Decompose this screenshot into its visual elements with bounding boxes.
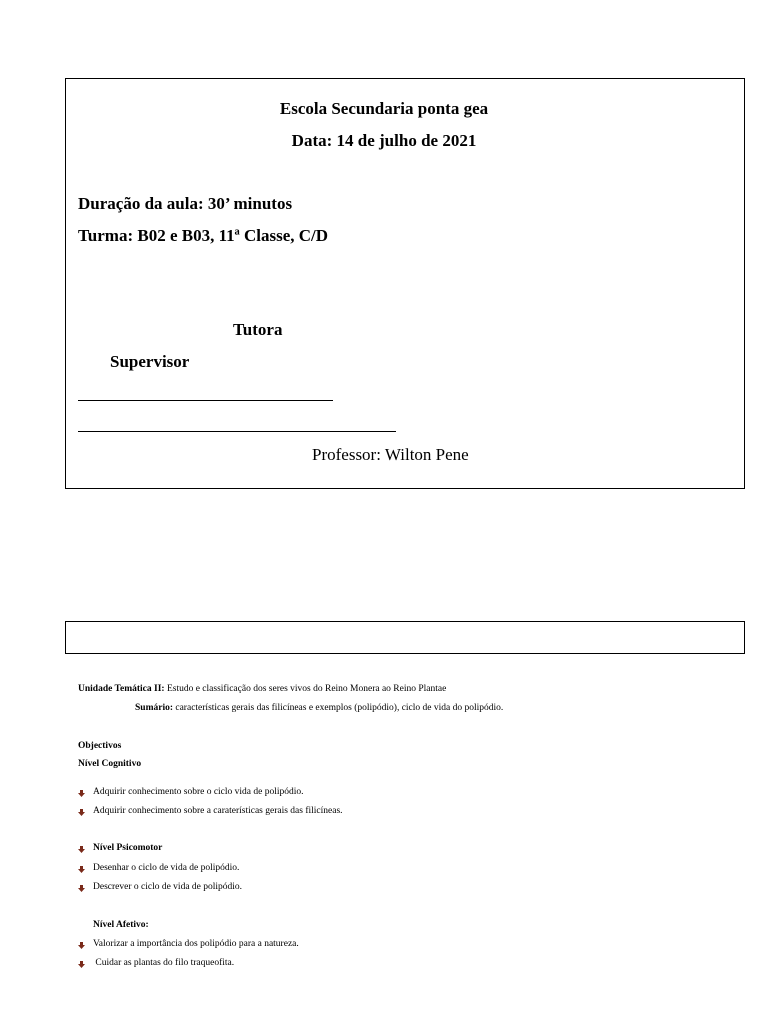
list-item: Adquirir conhecimento sobre o ciclo vida de polipódio.	[93, 787, 304, 797]
cognitive-title: Nível Cognitivo	[78, 759, 142, 769]
list-item: Cuidar as plantas do filo traqueofita.	[93, 958, 235, 968]
affective-title: Nível Afetivo:	[93, 920, 149, 930]
signature-line-supervisor	[78, 431, 396, 432]
professor-name: Professor: Wilton Pene	[312, 445, 469, 464]
list-item: Desenhar o ciclo de vida de polipódio.	[93, 863, 240, 873]
arrow-bullet-icon	[77, 960, 86, 969]
summary-label: Sumário:	[135, 703, 173, 713]
arrow-bullet-icon	[77, 865, 86, 874]
lesson-date: Data: 14 de julho de 2021	[291, 131, 477, 150]
arrow-bullet-icon	[77, 808, 86, 817]
signature-line-tutor	[78, 400, 333, 401]
tutor-label: Tutora	[233, 320, 283, 339]
thematic-unit-text: Estudo e classificação dos seres vivos do Reino Monera ao Reino Plantae	[164, 684, 447, 694]
class-group: Turma: B02 e B03, 11ª Classe, C/D	[78, 226, 329, 245]
lesson-duration: Duração da aula: 30’ minutos	[78, 194, 293, 213]
supervisor-label: Supervisor	[110, 352, 190, 371]
arrow-bullet-icon	[77, 845, 86, 854]
school-name: Escola Secundaria ponta gea	[279, 99, 489, 118]
psychomotor-title: Nível Psicomotor	[93, 843, 163, 853]
list-item: Descrever o ciclo de vida de polipódio.	[93, 882, 243, 892]
empty-title-box	[65, 621, 745, 654]
thematic-unit-label: Unidade Temática II:	[78, 684, 165, 694]
summary-text: características gerais das filicíneas e exemplos (polipódio), ciclo de vida do polipódio.	[173, 703, 504, 713]
arrow-bullet-icon	[77, 789, 86, 798]
list-item: Adquirir conhecimento sobre a caraterísticas gerais das filicíneas.	[93, 806, 343, 816]
summary	[135, 703, 503, 713]
thematic-unit	[78, 684, 446, 694]
list-item: Valorizar a importância dos polipódio para a natureza.	[93, 939, 299, 949]
arrow-bullet-icon	[77, 884, 86, 893]
arrow-bullet-icon	[77, 941, 86, 950]
objectives-title: Objectivos	[78, 741, 122, 751]
